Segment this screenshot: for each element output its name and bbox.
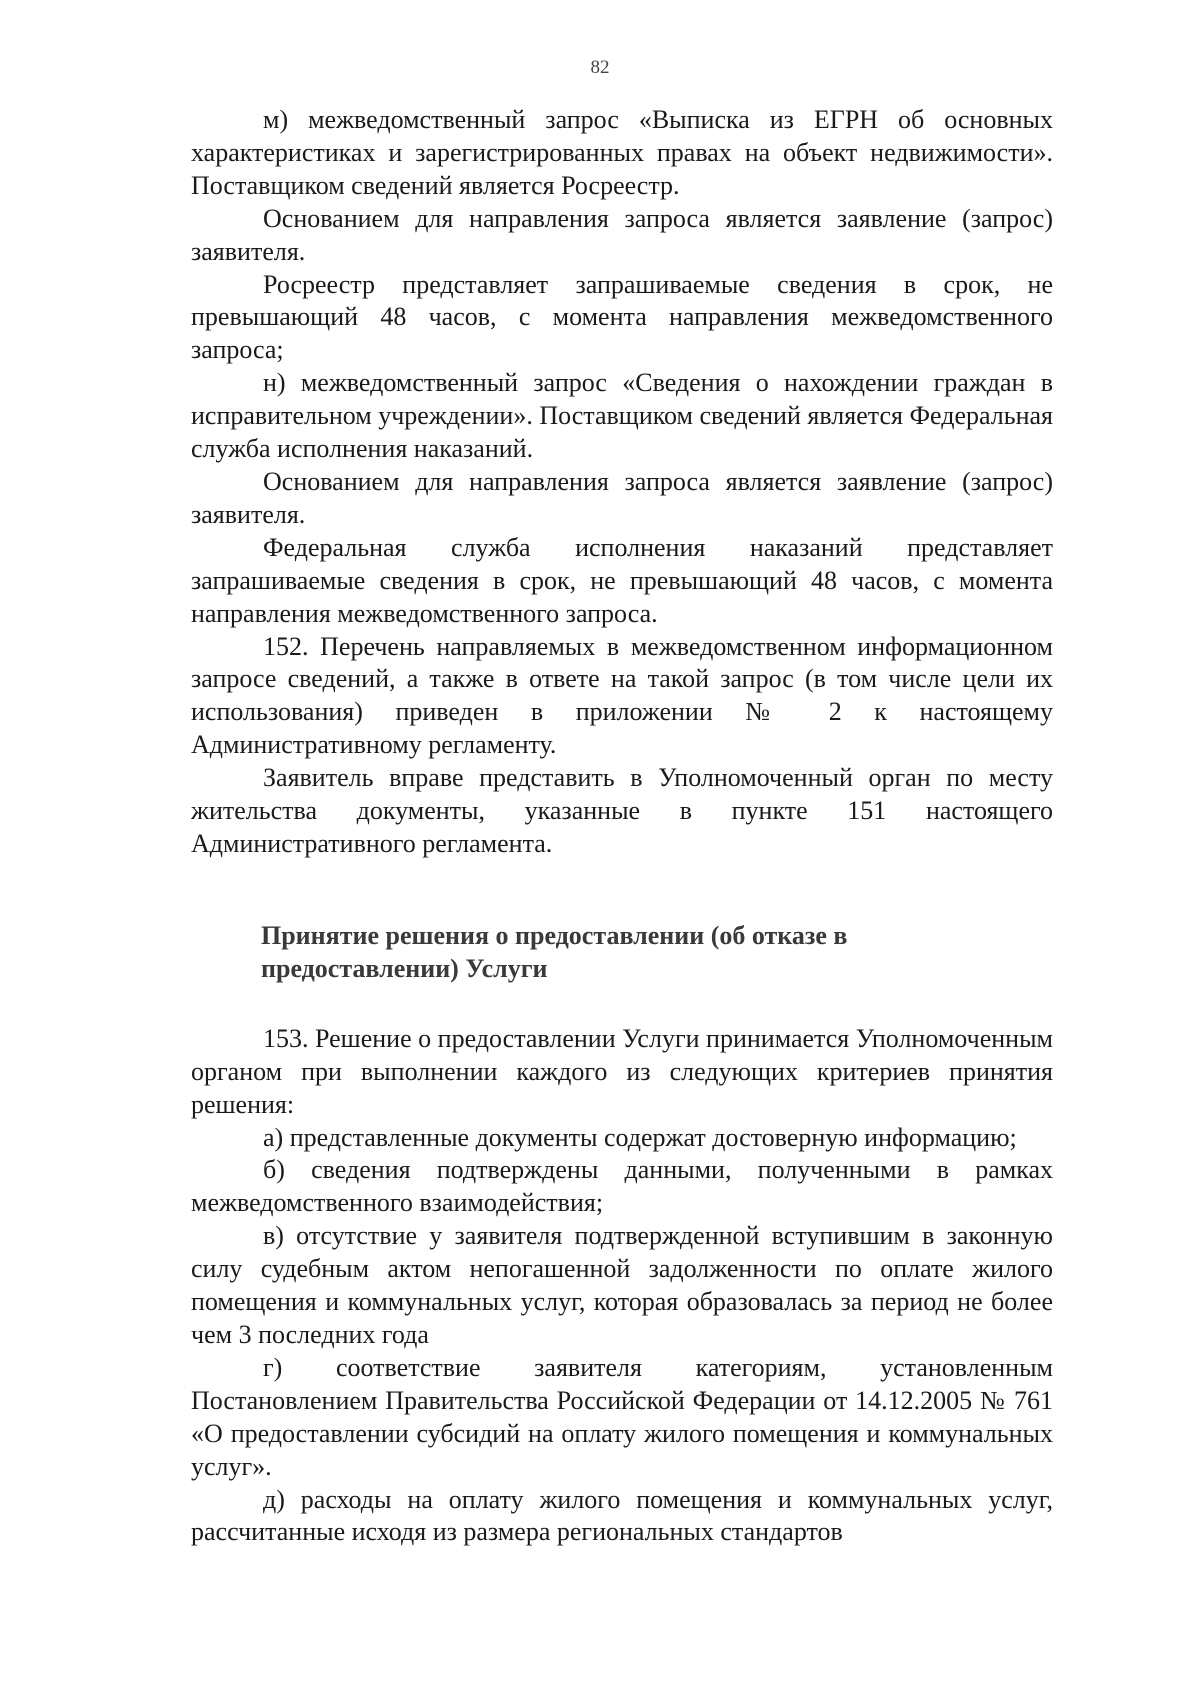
paragraph-fsin: Федеральная служба исполнения наказаний представляет запрашиваемые сведения в срок, не превышающий 48 часов, с момента направления межведомственного запроса. bbox=[191, 532, 1053, 628]
paragraph-b: б) сведения подтверждены данными, полученными в рамках межведомственного взаимодействия; bbox=[191, 1155, 1053, 1218]
section-heading-line-2: предоставлении) Услуги bbox=[261, 953, 548, 983]
document-body bbox=[191, 104, 1053, 1549]
paragraph-d: д) расходы на оплату жилого помещения и коммунальных услуг, рассчитанные исходя из размера региональных стандартов bbox=[191, 1484, 1053, 1547]
paragraph-basis-1: Основанием для направления запроса является заявление (запрос) заявителя. bbox=[191, 203, 1053, 266]
paragraph-152: 152. Перечень направляемых в межведомственном информационном запросе сведений, а также в ответе на такой запрос (в том числе цели их использования) приведен в приложении № 2 к настоящему Административному регламенту. bbox=[191, 631, 1053, 760]
paragraph-n: н) межведомственный запрос «Сведения о нахождении граждан в исправительном учреждении». Поставщиком сведений является Федеральная служба исполнения наказаний. bbox=[191, 368, 1053, 464]
paragraph-a: а) представленные документы содержат достоверную информацию; bbox=[263, 1122, 1017, 1152]
paragraph-basis-2: Основанием для направления запроса является заявление (запрос) заявителя. bbox=[191, 466, 1053, 529]
section-heading-line-1: Принятие решения о предоставлении (об отказе в bbox=[261, 920, 848, 950]
section-heading bbox=[191, 919, 1053, 985]
paragraph-m: м) межведомственный запрос «Выписка из ЕГРН об основных характеристиках и зарегистрированных правах на объект недвижимости». Поставщиком сведений является Росреестр. bbox=[191, 105, 1053, 200]
page-number: 82 bbox=[590, 57, 610, 78]
paragraph-applicant-right: Заявитель вправе представить в Уполномоченный орган по месту жительства документы, указанные в пункте 151 настоящего Административного регламента. bbox=[191, 763, 1053, 858]
paragraph-g: г) соответствие заявителя категориям, установленным Постановлением Правительства Российской Федерации от 14.12.2005 № 761 «О предоставлении субсидий на оплату жилого помещения и коммунальных услуг». bbox=[191, 1352, 1053, 1481]
paragraph-v: в) отсутствие у заявителя подтвержденной вступившим в законную силу судебным актом непогашенной задолженности по оплате жилого помещения и коммунальных услуг, которая образовалась за период не более чем 3 последних года bbox=[191, 1221, 1053, 1349]
paragraph-153: 153. Решение о предоставлении Услуги принимается Уполномоченным органом при выполнении каждого из следующих критериев принятия решения: bbox=[191, 1023, 1053, 1119]
paragraph-rosreestr: Росреестр представляет запрашиваемые сведения в срок, не превышающий 48 часов, с момента направления межведомственного запроса; bbox=[191, 269, 1053, 365]
